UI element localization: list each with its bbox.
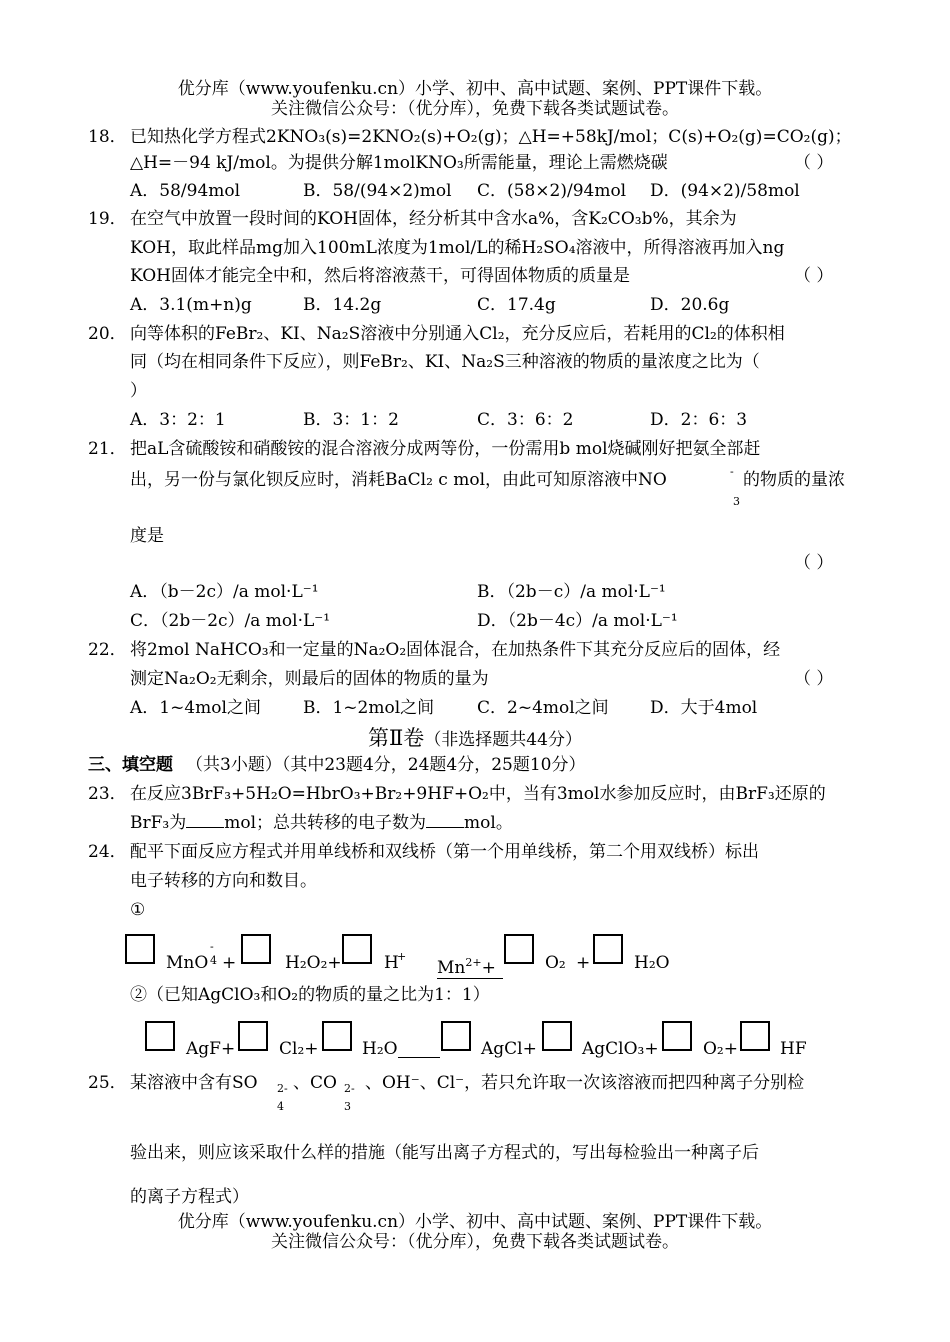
option-b: B．14.2g [303, 295, 382, 315]
question-text-line: 已知热化学方程式2KNO₃(s)=2KNO₂(s)+O₂(g)；△H=+58kJ/mol；C(s)+O₂(g)=CO₂(g)； [130, 127, 852, 147]
species-agf: AgF+ [186, 1039, 236, 1059]
option-a: A．58/94mol [130, 181, 241, 201]
question-text-line: 的物质的量浓 [743, 470, 845, 490]
option-d: D．(94×2)/58mol [650, 181, 800, 201]
question-number: 21． [88, 439, 127, 459]
part2-title: 第Ⅱ卷 [368, 726, 425, 750]
answer-paren: （ ） [794, 266, 834, 286]
part2-heading [0, 726, 950, 752]
species-h2o2: H₂O₂+ [285, 953, 342, 973]
question-text-line: ） [130, 381, 147, 401]
answer-blank[interactable] [186, 813, 224, 828]
coefficient-box[interactable] [125, 934, 155, 964]
coefficient-box[interactable] [542, 1021, 572, 1051]
option-a: A．3.1(m+n)g [130, 295, 252, 315]
answer-paren: （ ） [794, 153, 834, 173]
question-text-line: KOH，取此样品mg加入100mL浓度为1mol/L的稀H₂SO₄溶液中，所得溶液再加入ng [130, 238, 785, 258]
option-b: B．（2b－c）/a mol·L⁻¹ [477, 582, 666, 602]
footer-line-1: 优分库（www.youfenku.cn）小学、初中、高中试题、案例、PPT课件下载。 [177, 1212, 773, 1232]
question-text-line: 将2mol NaHCO₃和一定量的Na₂O₂固体混合，在加热条件下其充分反应后的固体，经 [130, 640, 781, 660]
species-agclo3: AgClO₃+ [582, 1039, 659, 1059]
species-h: H [384, 953, 399, 973]
question-number: 24． [88, 842, 127, 862]
plus-sign: + [222, 953, 237, 973]
option-d: D．（2b－4c）/a mol·L⁻¹ [477, 611, 678, 631]
header-line-2: 关注微信公众号：（优分库），免费下载各类试题试卷。 [271, 99, 679, 119]
option-d: D．2：6：3 [650, 410, 748, 430]
question-text-line: 把aL含硫酸铵和硝酸铵的混合溶液分成两等份，一份需用b mol烧碱刚好把氨全部赶 [130, 439, 761, 459]
option-a: A．（b－2c）/a mol·L⁻¹ [130, 582, 319, 602]
question-text-line: 电子转移的方向和数目。 [130, 871, 317, 891]
question-text-line: 的离子方程式） [130, 1187, 249, 1207]
question-text-line: 、OH⁻、Cl⁻，若只允许取一次该溶液而把四种离子分别检 [365, 1073, 805, 1093]
section-label: 三、填空题 [88, 755, 173, 775]
question-text-line: 出，另一份与氯化钡反应时，消耗BaCl₂ c mol，由此可知原溶液中NO [130, 470, 667, 490]
question-number: 20． [88, 324, 127, 344]
nitrate-subscript: 3 [733, 495, 740, 508]
question-text-line: 在空气中放置一段时间的KOH固体，经分析其中含水a%，含K₂CO₃b%，其余为 [130, 209, 737, 229]
footer-line-2: 关注微信公众号：（优分库），免费下载各类试题试卷。 [271, 1232, 679, 1252]
equation-arrow-line [398, 1057, 440, 1058]
coefficient-box[interactable] [145, 1021, 175, 1051]
coefficient-box[interactable] [662, 1021, 692, 1051]
question-number: 18． [88, 127, 127, 147]
question-text-line: 某溶液中含有SO [130, 1073, 258, 1093]
option-b: B．3：1：2 [303, 410, 399, 430]
equation-1-label: ① [130, 900, 146, 920]
species-hf: HF [780, 1039, 807, 1059]
species-agcl: AgCl+ [481, 1039, 537, 1059]
option-a: A．1~4mol之间 [130, 698, 261, 718]
carbonate-subscript: 3 [344, 1100, 351, 1113]
species-mno4: MnO [166, 953, 209, 973]
question-text-line: 在反应3BrF₃+5H₂O=HbrO₃+Br₂+9HF+O₂中，当有3mol水参加反应时，由BrF₃还原的 [130, 784, 826, 804]
nitrate-charge: - [730, 465, 734, 478]
answer-paren: （ ） [794, 669, 834, 689]
coefficient-box[interactable] [441, 1021, 471, 1051]
question-text-line: 、CO [293, 1073, 337, 1093]
option-b: B．1~2mol之间 [303, 698, 435, 718]
species-o2: O₂ [545, 953, 566, 973]
option-c: C．3：6：2 [477, 410, 574, 430]
sulfate-subscript: 4 [277, 1100, 284, 1113]
coefficient-box[interactable] [238, 1021, 268, 1051]
equation-2-label: ②（已知AgClO₃和O₂的物质的量之比为1：1） [130, 985, 490, 1005]
question-text-line: KOH固体才能完全中和，然后将溶液蒸干，可得固体物质的质量是 [130, 266, 631, 286]
question-number: 19． [88, 209, 127, 229]
carbonate-charge: 2- [344, 1082, 355, 1095]
option-a: A．3：2：1 [130, 410, 226, 430]
option-b: B．58/(94×2)mol [303, 181, 452, 201]
option-d: D．大于4mol [650, 698, 758, 718]
species-h2o: H₂O [634, 953, 670, 973]
question-text-line: 度是 [130, 526, 164, 546]
option-c: C．17.4g [477, 295, 556, 315]
question-text-line: △H=－94 kJ/mol。为提供分解1molKNO₃所需能量，理论上需燃烧碳 [130, 153, 668, 173]
species-cl2: Cl₂+ [279, 1039, 319, 1059]
coefficient-box[interactable] [342, 934, 372, 964]
question-text-line: 配平下面反应方程式并用单线桥和双线桥（第一个用单线桥，第二个用双线桥）标出 [130, 842, 759, 862]
option-c: C．（2b－2c）/a mol·L⁻¹ [130, 611, 331, 631]
question-text-line: BrF₃为 mol；总共转移的电子数为 mol。 [130, 813, 513, 833]
mno4-subscript: 4 [210, 954, 217, 967]
species-h2o: H₂O [362, 1039, 398, 1059]
question-number: 23． [88, 784, 127, 804]
coefficient-box[interactable] [322, 1021, 352, 1051]
question-text-line: 测定Na₂O₂无剩余，则最后的固体的物质的量为 [130, 669, 489, 689]
coefficient-box[interactable] [504, 934, 534, 964]
mno4-charge: - [210, 940, 214, 953]
question-text-line: 验出来，则应该采取什么样的措施（能写出离子方程式的，写出每检验出一种离子后 [130, 1143, 759, 1163]
part2-subtitle: （非选择题共44分） [424, 730, 582, 750]
coefficient-box[interactable] [241, 934, 271, 964]
answer-paren: （ ） [794, 553, 834, 573]
option-c: C．2~4mol之间 [477, 698, 609, 718]
coefficient-box[interactable] [593, 934, 623, 964]
sulfate-charge: 2- [277, 1082, 288, 1095]
question-number: 25． [88, 1073, 127, 1093]
header-line-1: 优分库（www.youfenku.cn）小学、初中、高中试题、案例、PPT课件下载。 [177, 79, 773, 99]
h-charge: + [397, 950, 407, 963]
question-text-line: 同（均在相同条件下反应），则FeBr₂、KI、Na₂S三种溶液的物质的量浓度之比为（ [130, 352, 760, 372]
species-mn2: $Mn^{2+}+$ [437, 953, 503, 979]
plus-sign: + [576, 953, 591, 973]
question-text-line: 向等体积的FeBr₂、KI、Na₂S溶液中分别通入Cl₂，充分反应后，若耗用的Cl₂的体积相 [130, 324, 785, 344]
question-number: 22． [88, 640, 127, 660]
coefficient-box[interactable] [740, 1021, 770, 1051]
answer-blank[interactable] [426, 813, 464, 828]
option-c: C．(58×2)/94mol [477, 181, 627, 201]
section-desc: （共3小题）（其中23题4分，24题4分，25题10分） [186, 755, 586, 775]
species-o2: O₂+ [703, 1039, 738, 1059]
option-d: D．20.6g [650, 295, 730, 315]
